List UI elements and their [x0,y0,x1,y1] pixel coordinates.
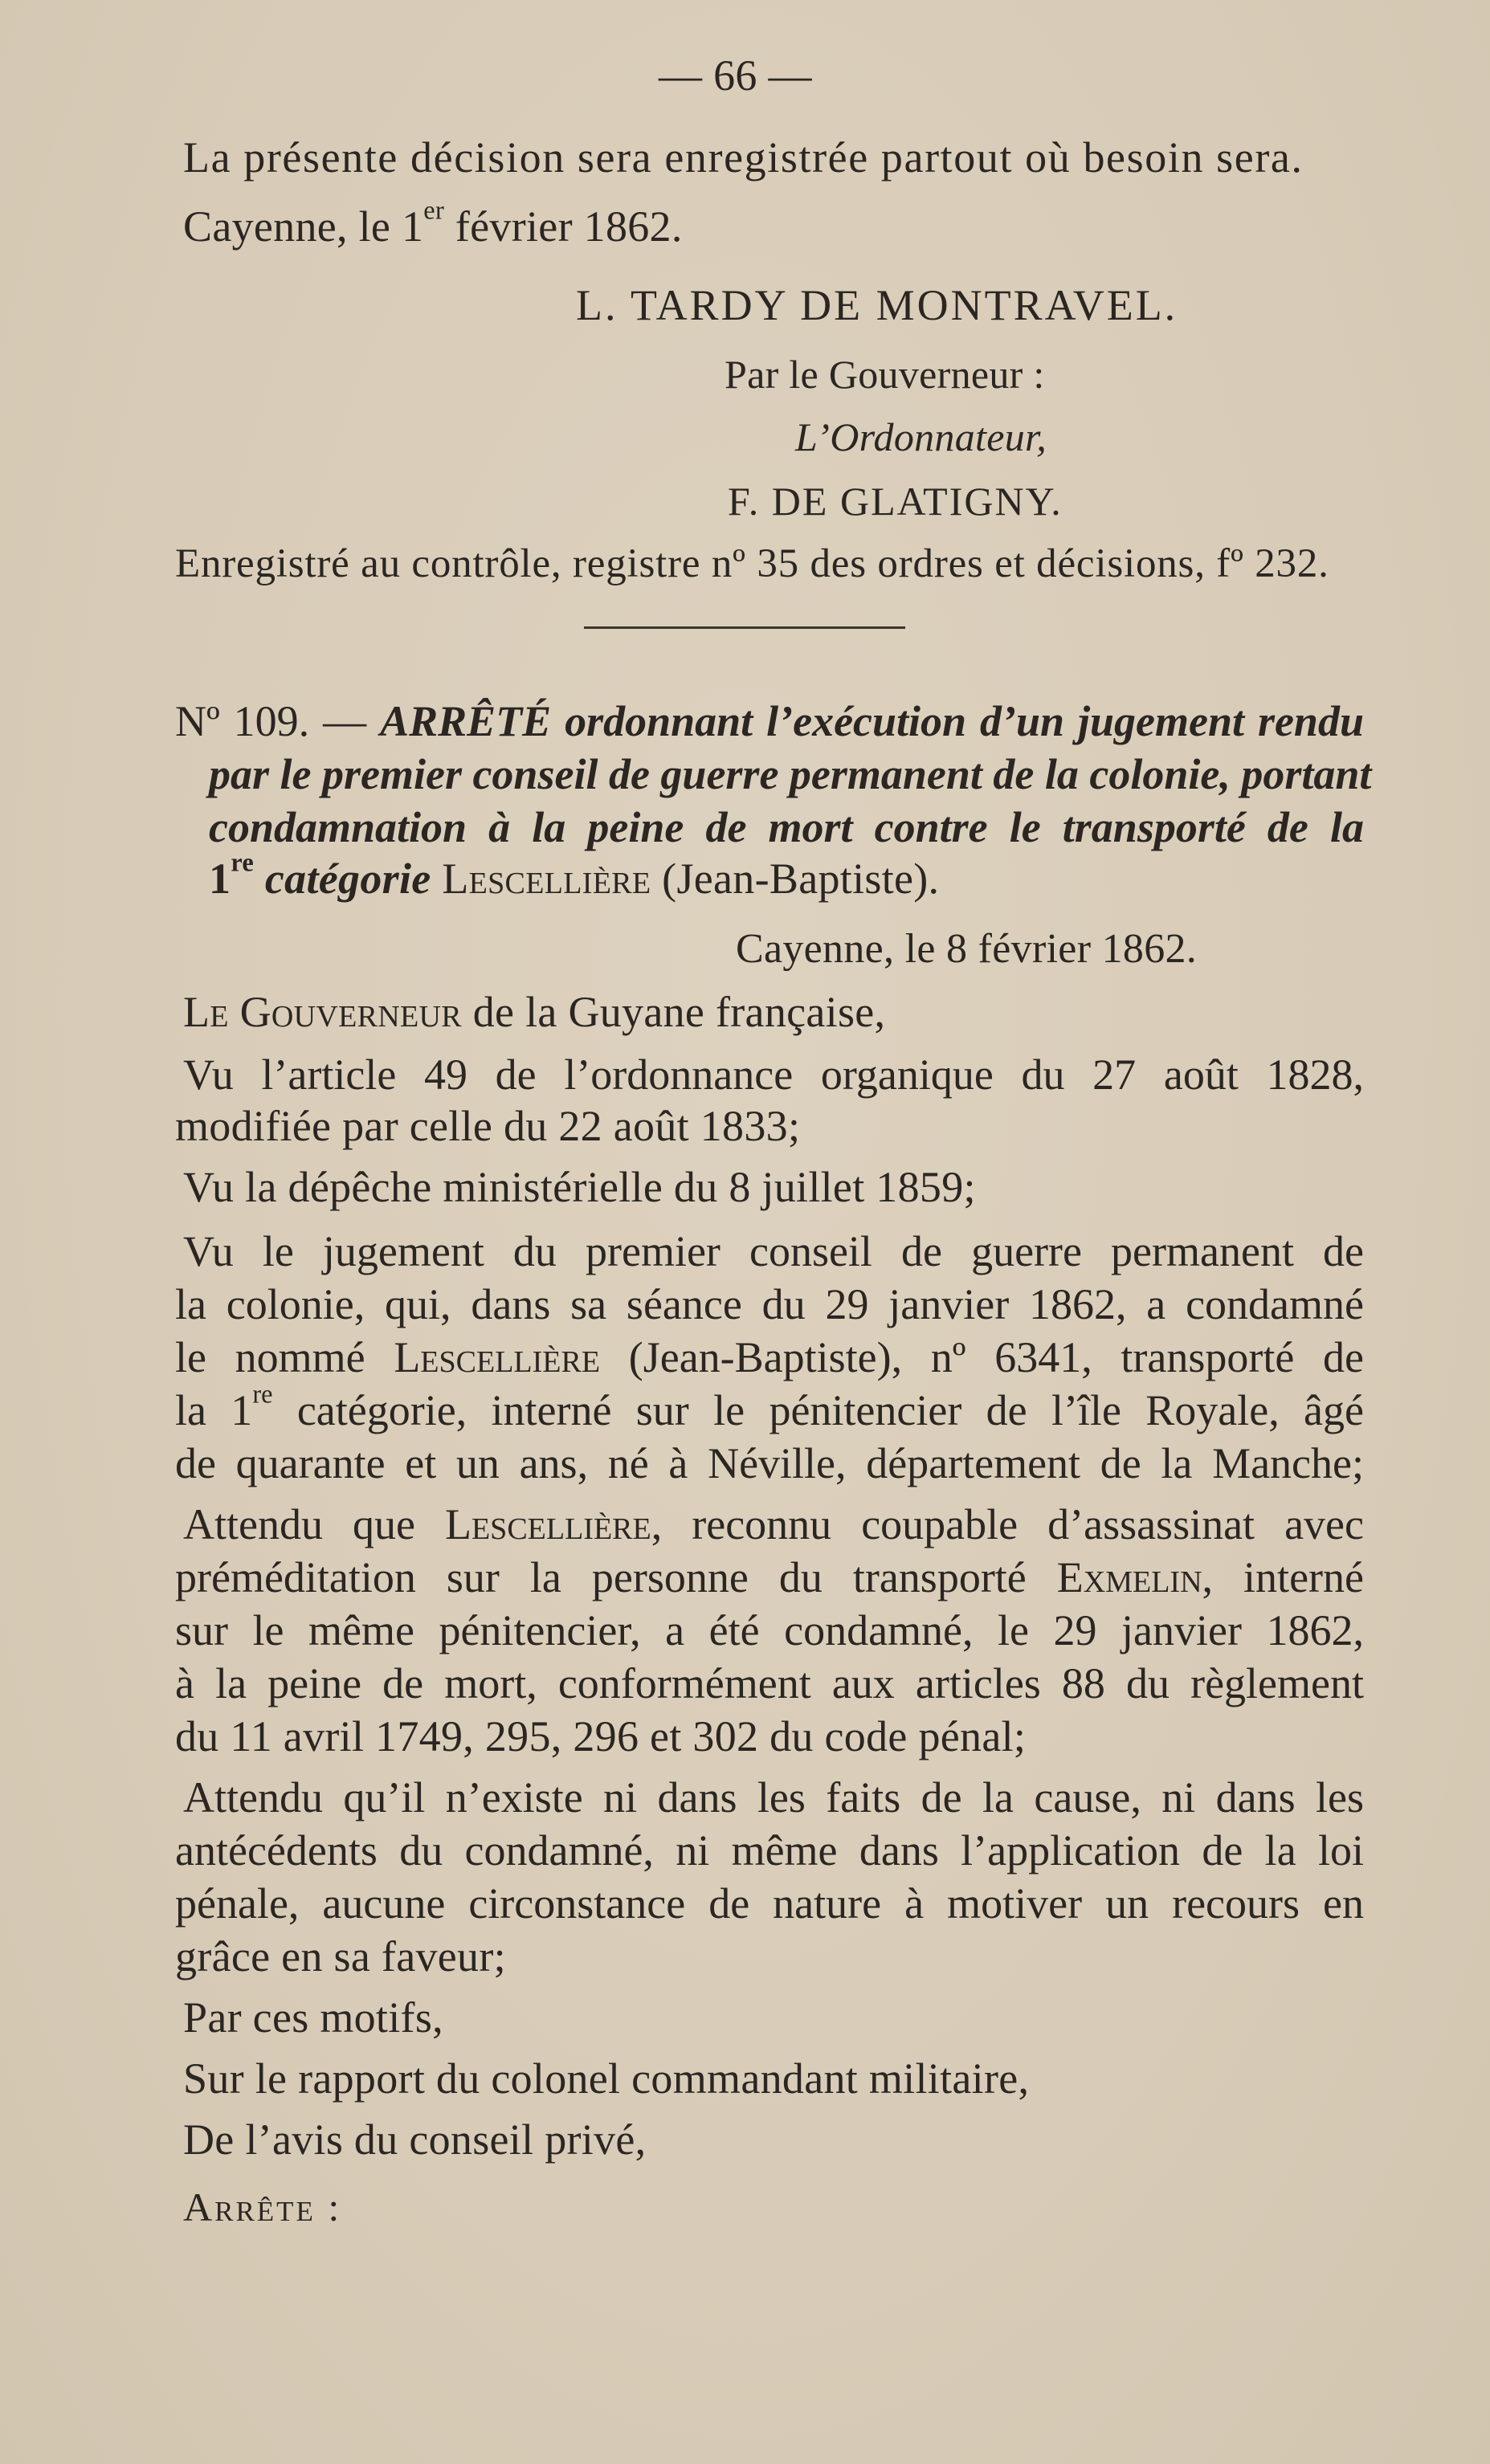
attendu1-line4: à la peine de mort, conformément aux articles 88 du règlement [175,1659,1364,1707]
arrete-date: Cayenne, le 8 février 1862. [736,926,1198,972]
vu3-l3-name: Lescellière [394,1333,601,1381]
sur-le-rapport: Sur le rapport du colonel commandant militaire, [183,2054,1030,2103]
vu3-l4-sup: re [252,1380,273,1409]
decision-registered-line: La présente décision sera enregistrée partout où besoin sera. [183,133,1304,182]
arrete-title-line4 [209,848,940,904]
vu3-line4 [175,1380,1364,1436]
attendu1-line5: du 11 avril 1749, 295, 296 et 302 du code pénal; [175,1712,1027,1760]
date-suffix: février 1862. [444,202,683,251]
governor-line [183,986,885,1038]
section-divider-rule [584,626,905,629]
title-cat-num: 1 [209,855,231,903]
att1-l1-a: Attendu que [183,1500,445,1548]
vu1-line2: modifiée par celle du 22 août 1833; [175,1102,801,1150]
cayenne-date-line [183,196,683,252]
attendu2-line2: antécédents du condamné, ni même dans l’application de la loi [175,1826,1364,1875]
att1-l2-name: Exmelin [1056,1553,1202,1601]
arrete-closing: Arrête : [183,2185,342,2229]
vu3-l4-a: la 1 [175,1386,253,1434]
vu1-line1: Vu l’article 49 de l’ordonnance organique du 27 août 1828, [183,1050,1364,1099]
arrete-title-main: ARRÊTÉ ordonnant l’exécution d’un jugement rendu [380,697,1364,745]
vu3-line2: la colonie, qui, dans sa séance du 29 janvier 1862, a condamné [175,1280,1364,1328]
attendu1-line2 [175,1552,1364,1603]
vu3-l3-b: (Jean-Baptiste), nº 6341, transporté de [600,1333,1364,1381]
att1-l1-b: , reconnu coupable d’assassinat avec [651,1500,1364,1548]
par-ces-motifs: Par ces motifs, [183,1993,443,2042]
par-le-gouverneur: Par le Gouverneur : [725,352,1045,397]
date-sup: er [423,196,445,226]
att1-l1-name: Lescellière [444,1500,651,1548]
attendu1-line3: sur le même pénitencier, a été condamné, le 29 janvier 1862, [175,1606,1364,1654]
attendu2-line3: pénale, aucune circonstance de nature à motiver un recours en [175,1879,1364,1928]
vu2-line: Vu la dépêche ministérielle du 8 juillet 1859; [183,1163,976,1211]
arrete-title-line1 [175,696,1364,747]
arrete-number: Nº 109. — [175,697,381,745]
ordonnateur-title: L’Ordonnateur, [795,414,1047,459]
arrete-title-line2: par le premier conseil de guerre permanent de la colonie, portant [209,750,1372,798]
date-prefix: Cayenne, le 1 [183,202,424,251]
glatigny-name: F. DE GLATIGNY. [728,479,1063,524]
vu3-l3-a: le nommé [175,1333,394,1381]
title-convict-name: Lescellière [442,855,651,903]
att1-l2-b: , interné [1202,1553,1364,1601]
de-l-avis: De l’avis du conseil privé, [183,2115,647,2164]
attendu1-line1 [183,1499,1364,1550]
enregistre-controle-line: Enregistré au contrôle, registre nº 35 des ordres et décisions, fº 232. [175,541,1329,586]
page-number: — 66 — [659,51,812,100]
governor-title: Le Gouverneur [183,988,462,1036]
title-convict-given: (Jean-Baptiste). [651,855,940,903]
title-cat-word: catégorie [254,855,443,903]
signatory-name: L. TARDY DE MONTRAVEL. [576,281,1178,329]
attendu2-line4: grâce en sa faveur; [175,1932,506,1981]
vu3-l4-b: catégorie, interné sur le pénitencier de l’île Royale, âgé [272,1386,1364,1434]
attendu2-line1: Attendu qu’il n’existe ni dans les faits de la cause, ni dans les [183,1773,1364,1821]
vu3-line3 [175,1332,1364,1383]
governor-rest: de la Guyane française, [461,988,886,1036]
arrete-title-line3: condamnation à la peine de mort contre le transporté de la [209,803,1364,851]
vu3-line1: Vu le jugement du premier conseil de guerre permanent de [183,1227,1364,1275]
att1-l2-a: préméditation sur la personne du transporté [175,1553,1057,1601]
vu3-line5: de quarante et un ans, né à Néville, département de la Manche; [175,1439,1364,1487]
title-cat-sup: re [231,848,255,878]
